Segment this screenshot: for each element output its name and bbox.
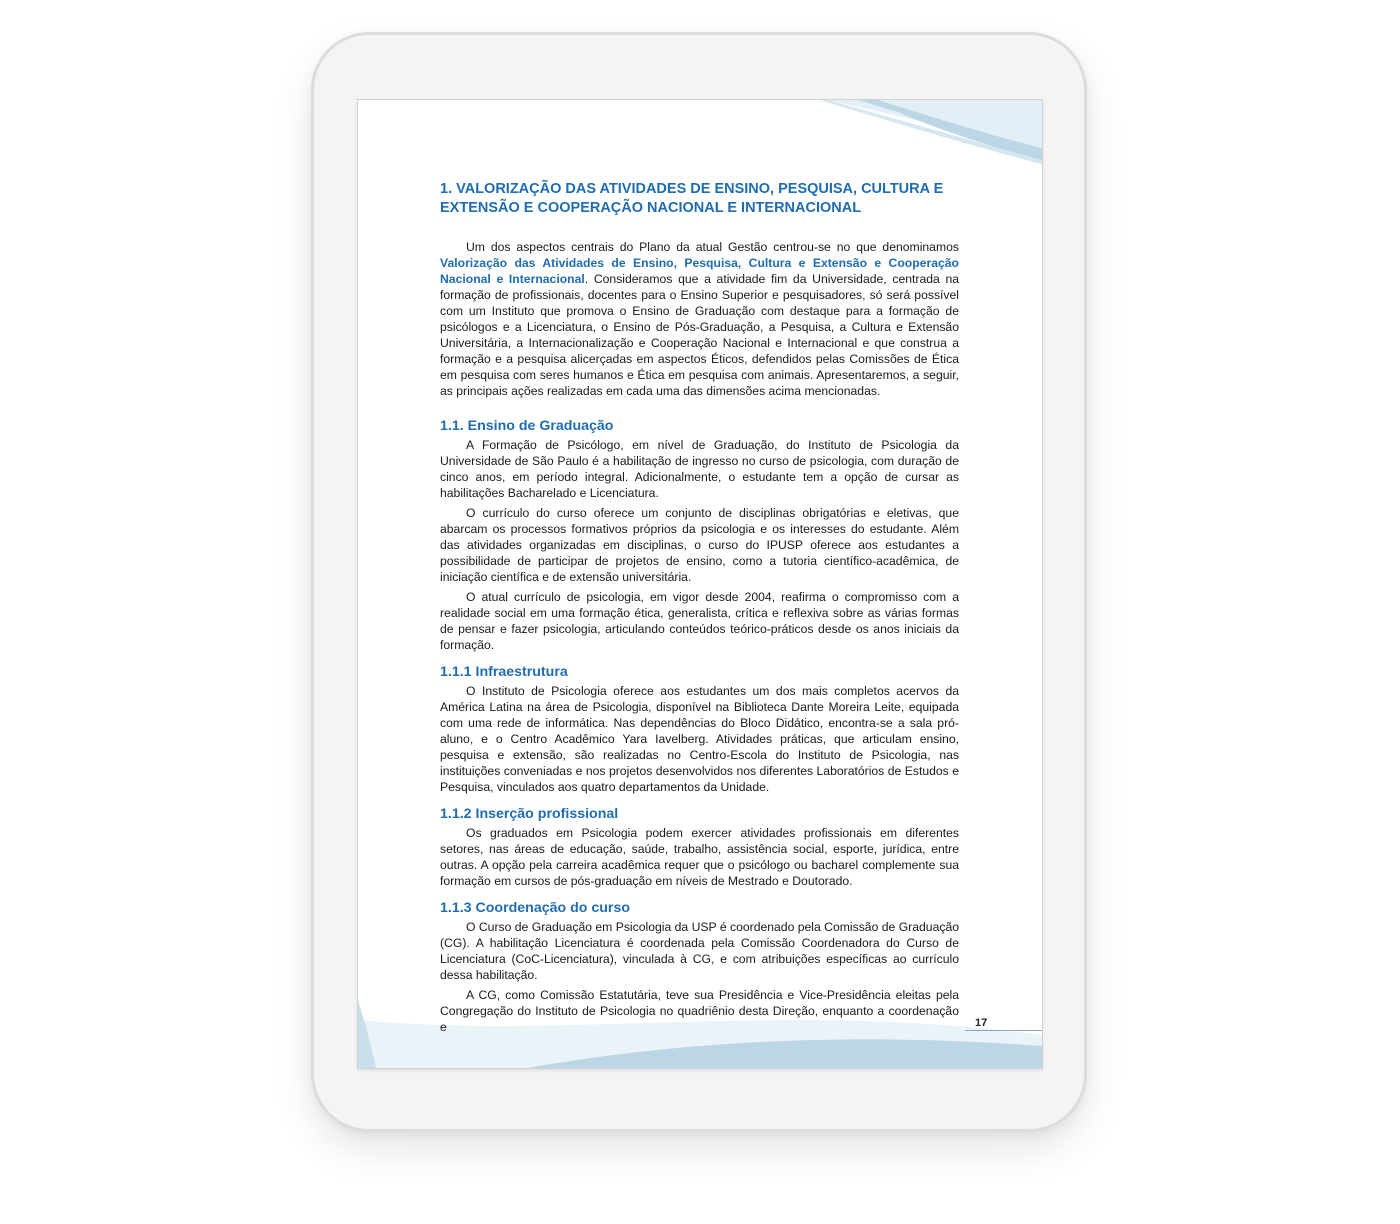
paragraph: O Instituto de Psicologia oferece aos estudantes um dos mais completos acervos da América Latina na área de Psicologia, disponível na Biblioteca Dante Moreira Leite, equipada com uma rede de informática. Nas dependências do Bloco Didático, encontra-se a sala pró-aluno, e o Centro Acadêmico Yara Iavelberg. Atividades práticas, que articulam ensino, pesquisa e extensão, são realizadas no Centro-Escola do Instituto de Psicologia, nas instituições conveniadas e nos projetos desenvolvidos nos diferentes Laboratórios de Estudos e Pesquisa, vinculados aos quatro departamentos da Unidade. [440,684,959,794]
document-page[interactable] [358,100,1042,1068]
page-content [440,180,959,1039]
intro-text-before: Um dos aspectos centrais do Plano da atual Gestão centrou-se no que denominamos [466,240,959,254]
paragraph: O currículo do curso oferece um conjunto de disciplinas obrigatórias e eletivas, que abarcam os processos formativos próprios da psicologia e os interesses do estudante. Além das atividades organizadas em disciplinas, o curso do IPUSP oferece aos estudantes a possibilidade de participar de projetos de ensino, como a tutoria científico-acadêmica, de iniciação científica e de extensão universitária. [440,506,959,584]
paragraph: O atual currículo de psicologia, em vigor desde 2004, reafirma o compromisso com a realidade social em uma formação ética, generalista, crítica e reflexiva sobre as várias formas de pensar e fazer psicologia, articulando conteúdos teórico-práticos desde os anos iniciais da formação. [440,590,959,652]
section-title-ensino-graduacao: 1.1. Ensino de Graduação [440,418,614,434]
paragraph: Os graduados em Psicologia podem exercer atividades profissionais em diferentes setores, nas áreas de educação, saúde, trabalho, assistência social, esporte, jurídica, entre outras. A opção pela carreira acadêmica requer que o psicólogo ou bacharel complemente sua formação em cursos de pós-graduação em níveis de Mestrado e Doutorado. [440,826,959,888]
main-heading: 1. VALORIZAÇÃO DAS ATIVIDADES DE ENSINO, PESQUISA, CULTURA E EXTENSÃO E COOPERAÇÃO NACIONAL E INTERNACIONAL [440,181,944,216]
spacer [440,403,959,417]
intro-paragraph [440,239,959,399]
intro-text-after: . Consideramos que a atividade fim da Universidade, centrada na formação de profissionais, docentes para o Ensino Superior e pesquisadores, só será possível com um Instituto que promova o Ensino de Graduação com destaque para a formação de psicólogos e a Licenciatura, o Ensino de Pós-Graduação, a Pesquisa, a Cultura e Extensão Universitária, a Internacionalização e Cooperação Nacional e Internacional e que construa a formação e a pesquisa alicerçadas em aspectos Éticos, defendidos pelas Comissões de Ética em pesquisa com seres humanos e Ética em pesquisa com animais. Apresentaremos, a seguir, as principais ações realizadas em cada uma das dimensões acima mencionadas. [440,272,960,398]
paragraph: O Curso de Graduação em Psicologia da USP é coordenado pela Comissão de Graduação (CG). A habilitação Licenciatura é coordenada pela Comissão Coordenadora do Curso de Licenciatura (CoC-Licenciatura), vinculada à CG, e com atribuições específicas ao currículo dessa habilitação. [440,920,959,982]
page-number: 17 [975,1017,988,1029]
page-number-rule [965,1030,1042,1031]
paragraph: A CG, como Comissão Estatutária, teve sua Presidência e Vice-Presidência eleitas pela Congregação do Instituto de Psicologia no quadriênio desta Direção, enquanto a coordenação e [440,988,959,1034]
intro-highlight: Valorização das Atividades de Ensino, Pesquisa, Cultura e Extensão e Cooperação Nacional e Internacional [440,256,959,286]
section-title-insercao-profissional: 1.1.2 Inserção profissional [440,806,619,822]
paragraph: A Formação de Psicólogo, em nível de Graduação, do Instituto de Psicologia da Universidade de São Paulo é a habilitação de ingresso no curso de psicologia, com duração de cinco anos, em período integral. Adicionalmente, o estudante tem a opção de cursar as habilitações Bacharelado e Licenciatura. [440,438,959,500]
section-title-coordenacao-curso: 1.1.3 Coordenação do curso [440,900,631,916]
section-title-infraestrutura: 1.1.1 Infraestrutura [440,664,568,680]
